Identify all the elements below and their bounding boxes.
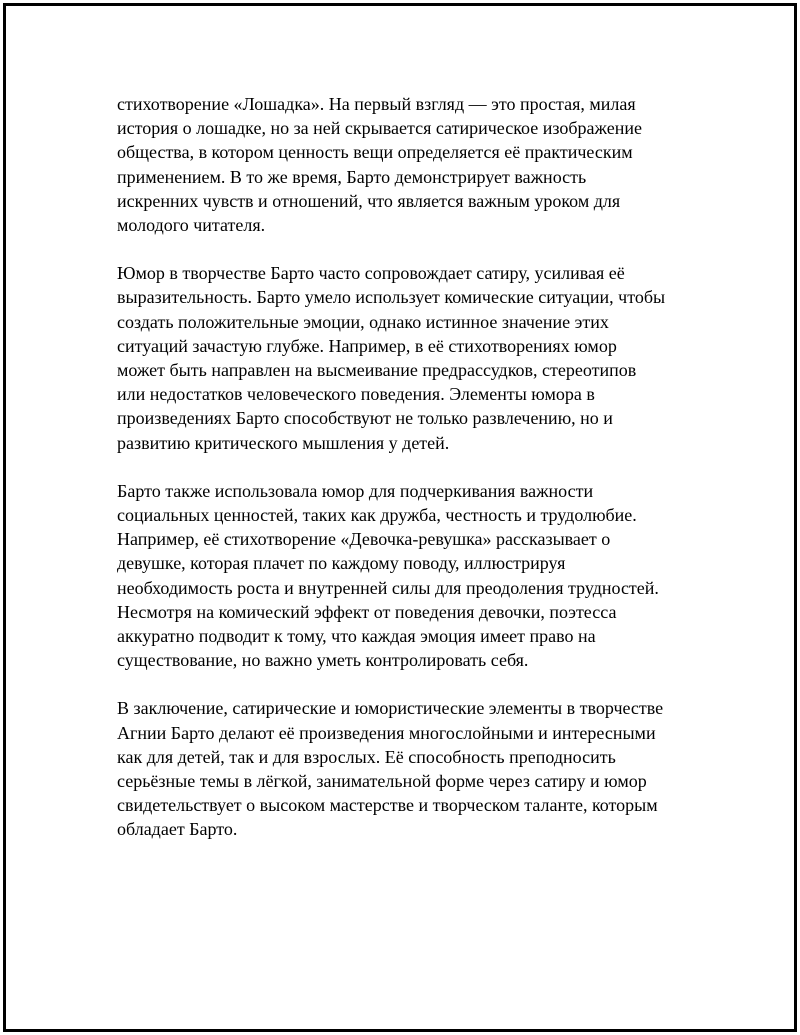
text-line: общества, в котором ценность вещи определяется её практическим bbox=[117, 142, 633, 163]
paragraph-2 bbox=[117, 261, 707, 455]
text-line: стихотворение «Лошадка». На первый взгляд — это простая, милая bbox=[117, 94, 636, 114]
text-line: Юмор в творчестве Барто часто сопровождает сатиру, усиливая её bbox=[117, 263, 625, 284]
text-line: девушке, которая плачет по каждому поводу, иллюстрируя bbox=[117, 553, 566, 574]
text-line: искренних чувств и отношений, что является важным уроком для bbox=[117, 190, 621, 211]
paragraph-4 bbox=[117, 696, 707, 841]
text-line: развитию критического мышления у детей. bbox=[117, 432, 450, 453]
text-line: необходимость роста и внутренней силы для преодоления трудностей. bbox=[117, 577, 659, 598]
text-line: или недостатков человеческого поведения. Элементы юмора в bbox=[117, 384, 595, 405]
text-line: серьёзные темы в лёгкой, занимательной форме через сатиру и юмор bbox=[117, 771, 647, 792]
text-line: существование, но важно уметь контролировать себя. bbox=[117, 650, 529, 671]
document-body bbox=[117, 92, 707, 866]
text-line: история о лошадке, но за ней скрывается сатирическое изображение bbox=[117, 118, 642, 139]
text-line: обладает Барто. bbox=[117, 819, 238, 840]
text-line: выразительность. Барто умело использует комические ситуации, чтобы bbox=[117, 287, 666, 308]
text-line: может быть направлен на высмеивание предрассудков, стереотипов bbox=[117, 360, 637, 381]
paragraph-3 bbox=[117, 479, 707, 673]
text-line: ситуаций зачастую глубже. Например, в её стихотворениях юмор bbox=[117, 335, 617, 356]
text-line: применением. В то же время, Барто демонстрирует важность bbox=[117, 166, 587, 187]
text-line: свидетельствует о высоком мастерстве и творческом таланте, которым bbox=[117, 795, 658, 816]
text-line: молодого читателя. bbox=[117, 215, 266, 236]
text-line: Барто также использовала юмор для подчеркивания важности bbox=[117, 480, 594, 501]
paragraph-1 bbox=[117, 92, 707, 237]
text-line: создать положительные эмоции, однако истинное значение этих bbox=[117, 311, 609, 332]
text-line: аккуратно подводит к тому, что каждая эмоция имеет право на bbox=[117, 626, 596, 647]
text-line: Например, её стихотворение «Девочка-ревушка» рассказывает о bbox=[117, 529, 611, 550]
text-line: В заключение, сатирические и юмористические элементы в творчестве bbox=[117, 698, 664, 719]
text-line: произведениях Барто способствуют не только развлечению, но и bbox=[117, 408, 613, 429]
text-line: социальных ценностей, таких как дружба, честность и трудолюбие. bbox=[117, 505, 637, 526]
text-line: Несмотря на комический эффект от поведения девочки, поэтесса bbox=[117, 601, 617, 622]
text-line: Агнии Барто делают её произведения многослойными и интересными bbox=[117, 722, 656, 743]
text-line: как для детей, так и для взрослых. Её способность преподносить bbox=[117, 746, 616, 767]
